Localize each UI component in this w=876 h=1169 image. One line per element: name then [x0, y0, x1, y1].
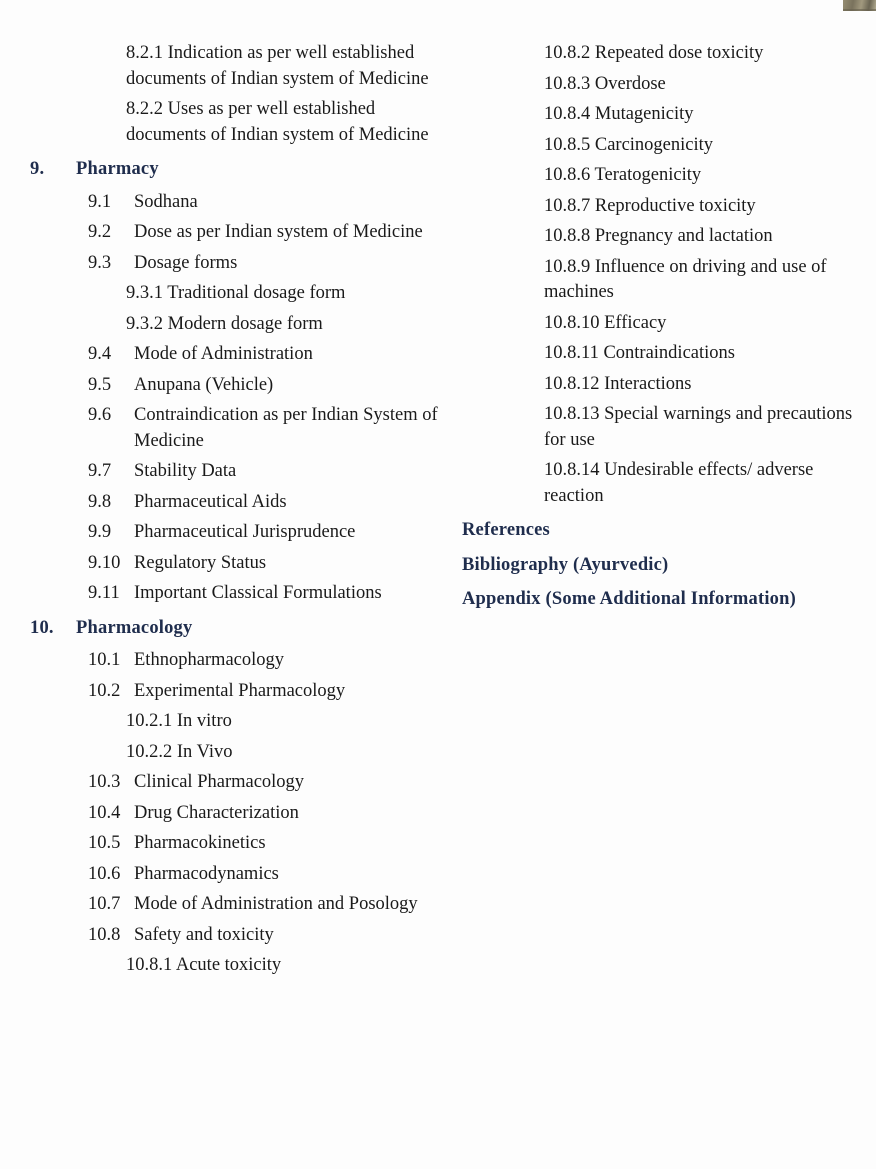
toc-entry-10-7-label: Mode of Administration and Posology: [134, 894, 418, 914]
toc-entry-10-8-1[interactable]: 10.8.1 Acute toxicity: [126, 955, 282, 975]
toc-entry-9-2[interactable]: [26, 220, 440, 246]
toc-entry-9-5[interactable]: [26, 373, 440, 399]
toc-entry-10-2-2[interactable]: 10.2.2 In Vivo: [126, 741, 233, 762]
toc-entry-9-9-label: Pharmaceutical Jurisprudence: [134, 522, 356, 542]
toc-entry-9-2-number: 9.2: [88, 222, 112, 242]
toc-entry-10-2[interactable]: [26, 679, 440, 705]
toc-section-references[interactable]: References: [462, 520, 550, 540]
toc-entry-9-7[interactable]: [26, 459, 440, 485]
toc-entry-9-2-label: Dose as per Indian system of Medicine: [134, 222, 423, 242]
toc-entry-9-6-number: 9.6: [88, 405, 112, 425]
toc-entry-10-8[interactable]: [26, 923, 440, 949]
toc-entry-10-4[interactable]: [26, 801, 440, 827]
toc-entry-10-2-label: Experimental Pharmacology: [134, 680, 346, 701]
toc-entry-9-6[interactable]: [26, 403, 440, 454]
toc-entry-8-2-1[interactable]: 8.2.1 Indication as per well established documents of Indian system of Medicine: [126, 43, 429, 89]
toc-entry-10-6-number: 10.6: [88, 863, 121, 884]
toc-entry-10-7-number: 10.7: [88, 894, 121, 914]
toc-section-appendix[interactable]: Appendix (Some Additional Information): [462, 589, 796, 609]
toc-entry-9-9-number: 9.9: [88, 522, 112, 542]
toc-entry-9-3-1[interactable]: 9.3.1 Traditional dosage form: [126, 283, 346, 303]
toc-section-10-number: 10.: [30, 617, 54, 638]
toc-entry-9-11[interactable]: [26, 581, 440, 607]
toc-entry-10-8-11[interactable]: 10.8.11 Contraindications: [544, 343, 735, 363]
toc-entry-10-8-3[interactable]: 10.8.3 Overdose: [544, 73, 666, 94]
toc-entry-10-5-label: Pharmacokinetics: [134, 833, 266, 853]
toc-entry-10-8-5[interactable]: 10.8.5 Carcinogenicity: [544, 134, 714, 155]
toc-entry-10-3[interactable]: [26, 770, 440, 796]
toc-entry-9-9[interactable]: [26, 520, 440, 546]
toc-entry-9-3-label: Dosage forms: [134, 252, 238, 273]
toc-entry-10-8-7[interactable]: 10.8.7 Reproductive toxicity: [544, 195, 756, 216]
toc-entry-9-10-number: 9.10: [88, 552, 121, 573]
toc-entry-10-8-14[interactable]: 10.8.14 Undesirable effects/ adverse reaction: [544, 460, 814, 506]
toc-section-9-label: Pharmacy: [76, 159, 159, 179]
toc-entry-9-7-label: Stability Data: [134, 461, 237, 481]
toc-entry-9-8[interactable]: [26, 490, 440, 516]
toc-entry-9-8-number: 9.8: [88, 491, 112, 512]
toc-section-10-label: Pharmacology: [76, 617, 193, 638]
toc-entry-10-6-label: Pharmacodynamics: [134, 863, 279, 884]
toc-entry-10-8-label: Safety and toxicity: [134, 924, 274, 945]
toc-entry-9-4[interactable]: [26, 342, 440, 368]
toc-entry-9-8-label: Pharmaceutical Aids: [134, 491, 287, 512]
toc-entry-10-8-6[interactable]: 10.8.6 Teratogenicity: [544, 165, 702, 185]
toc-entry-10-6[interactable]: [26, 862, 440, 888]
toc-entry-10-4-label: Drug Characterization: [134, 802, 299, 823]
toc-entry-10-8-number: 10.8: [88, 924, 121, 945]
toc-entry-10-8-13[interactable]: 10.8.13 Special warnings and precautions for use: [544, 404, 853, 450]
toc-entry-10-3-label: Clinical Pharmacology: [134, 772, 305, 792]
toc-entry-10-5-number: 10.5: [88, 833, 121, 853]
toc-entry-10-8-12[interactable]: 10.8.12 Interactions: [544, 373, 692, 394]
toc-entry-9-3-number: 9.3: [88, 252, 112, 273]
toc-section-10[interactable]: [26, 616, 440, 642]
toc-entry-9-11-number: 9.11: [88, 583, 120, 603]
toc-entry-10-8-10[interactable]: 10.8.10 Efficacy: [544, 312, 667, 333]
toc-entry-10-1[interactable]: [26, 648, 440, 674]
toc-entry-10-1-number: 10.1: [88, 650, 121, 670]
toc-entry-9-6-label: Contraindication as per Indian System of Medicine: [134, 405, 438, 451]
toc-entry-9-1[interactable]: [26, 190, 440, 216]
toc-section-9-number: 9.: [30, 159, 45, 179]
toc-entry-9-1-label: Sodhana: [134, 191, 198, 212]
toc-entry-10-8-2[interactable]: 10.8.2 Repeated dose toxicity: [544, 43, 764, 63]
toc-section-bibliography[interactable]: Bibliography (Ayurvedic): [462, 554, 669, 575]
toc-entry-10-8-4[interactable]: 10.8.4 Mutagenicity: [544, 104, 694, 124]
toc-entry-9-11-label: Important Classical Formulations: [134, 583, 382, 603]
toc-entry-9-10-label: Regulatory Status: [134, 552, 267, 573]
toc-entry-10-3-number: 10.3: [88, 772, 121, 792]
toc-entry-9-4-number: 9.4: [88, 344, 112, 364]
toc-entry-9-3[interactable]: [26, 251, 440, 277]
toc-entry-9-1-number: 9.1: [88, 191, 112, 212]
toc-column-right: [440, 0, 876, 620]
toc-entry-10-8-9[interactable]: 10.8.9 Influence on driving and use of machines: [544, 256, 827, 302]
toc-entry-8-2-2[interactable]: 8.2.2 Uses as per well established documents of Indian system of Medicine: [126, 99, 429, 145]
toc-entry-9-10[interactable]: [26, 551, 440, 577]
toc-entry-9-5-label: Anupana (Vehicle): [134, 374, 274, 395]
toc-entry-10-2-1[interactable]: 10.2.1 In vitro: [126, 711, 232, 731]
toc-entry-10-5[interactable]: [26, 831, 440, 857]
toc-column-left: [0, 0, 440, 979]
toc-entry-9-4-label: Mode of Administration: [134, 344, 313, 364]
toc-entry-10-2-number: 10.2: [88, 680, 121, 701]
toc-section-9[interactable]: [26, 157, 440, 183]
toc-entry-10-4-number: 10.4: [88, 802, 121, 823]
toc-entry-10-8-8[interactable]: 10.8.8 Pregnancy and lactation: [544, 226, 773, 246]
toc-entry-10-7[interactable]: [26, 892, 440, 918]
toc-entry-9-7-number: 9.7: [88, 461, 112, 481]
toc-entry-10-1-label: Ethnopharmacology: [134, 650, 285, 670]
toc-entry-9-3-2[interactable]: 9.3.2 Modern dosage form: [126, 313, 323, 334]
toc-entry-9-5-number: 9.5: [88, 374, 112, 395]
